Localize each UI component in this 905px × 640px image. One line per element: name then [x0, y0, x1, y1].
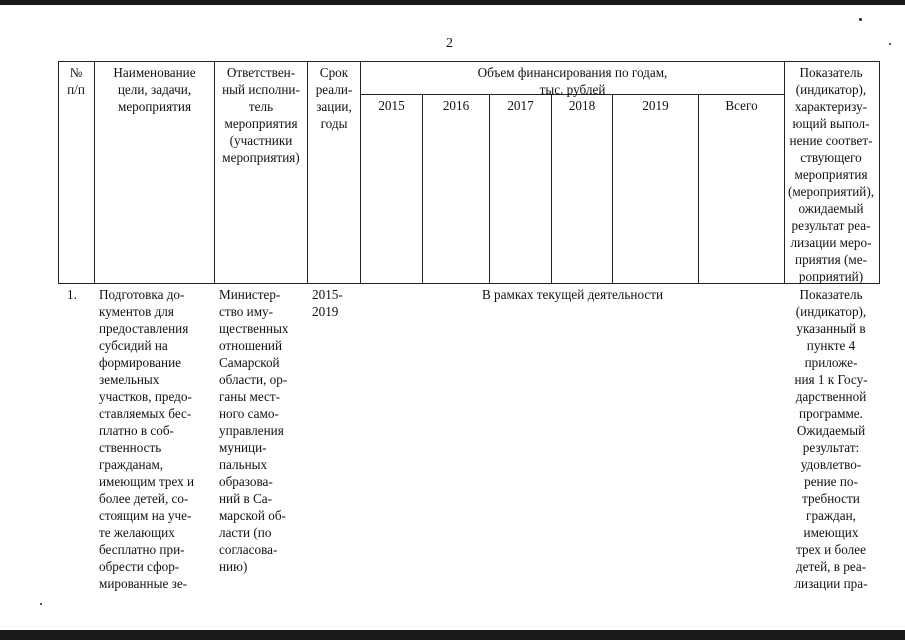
row1-term: 2015- 2019 [312, 287, 343, 319]
header-funding: Объем финансирования по годам, тыс. рублей [477, 65, 668, 97]
grid-v [422, 94, 423, 283]
header-indicator: Показатель (индикатор), характеризу- ющий выпол- нение соответ- ствующего мероприятия (мероприятий), ожидаемый результат реа- лизации меро- приятия (ме- роприятий) [787, 65, 875, 284]
header-name: Наименование цели, задачи, мероприятия [113, 65, 196, 114]
row1-indicator: Показатель (индикатор), указанный в пункте 4 приложе- ния 1 к Госу- дарственной программе. Ожидаемый результат: удовлетво- рение по- требности граждан, имеющих трех и более детей, в реа- лизации пра- [794, 287, 868, 591]
grid-v [698, 94, 699, 283]
row1-name: Подготовка до- кументов для предоставления субсидий на формирование земельных участков, предо- ставляемых бес- платно в соб- ственность гражданам, имеющим трех и более детей, со- стоящим на уче- те желающих бесплатно при- обрести сфор- мированные зе- [99, 287, 195, 591]
grid-v [551, 94, 552, 283]
scan-speck [859, 18, 862, 21]
grid-v [612, 94, 613, 283]
header-num: № п/п [67, 65, 85, 97]
year-2016: 2016 [442, 98, 470, 113]
row1-funding: В рамках текущей деятельности [481, 287, 664, 302]
year-2019: 2019 [642, 98, 669, 113]
year-2018: 2018 [568, 98, 596, 113]
page-number: 2 [446, 36, 453, 51]
year-2017: 2017 [507, 98, 534, 113]
row1-executor: Министер- ство иму- щественных отношений Самарской области, ор- ганы мест- ного само- управления муници- пальных образова- ний в Са- марской об- ласти (по согласова- нию) [219, 287, 289, 574]
row1-num: 1. [67, 287, 77, 302]
top-border [0, 0, 905, 5]
header-executor: Ответствен- ный исполни- тель мероприятия (участники мероприятия) [222, 65, 300, 165]
grid-top [58, 61, 880, 62]
scan-speck [889, 43, 891, 45]
scan-speck [40, 603, 42, 605]
grid-v [489, 94, 490, 283]
year-total: Всего [725, 98, 758, 113]
bottom-border [0, 630, 905, 640]
year-2015: 2015 [378, 98, 405, 113]
grid-header-bottom [58, 283, 880, 284]
header-term: Срок реали- зации, годы [315, 65, 353, 131]
